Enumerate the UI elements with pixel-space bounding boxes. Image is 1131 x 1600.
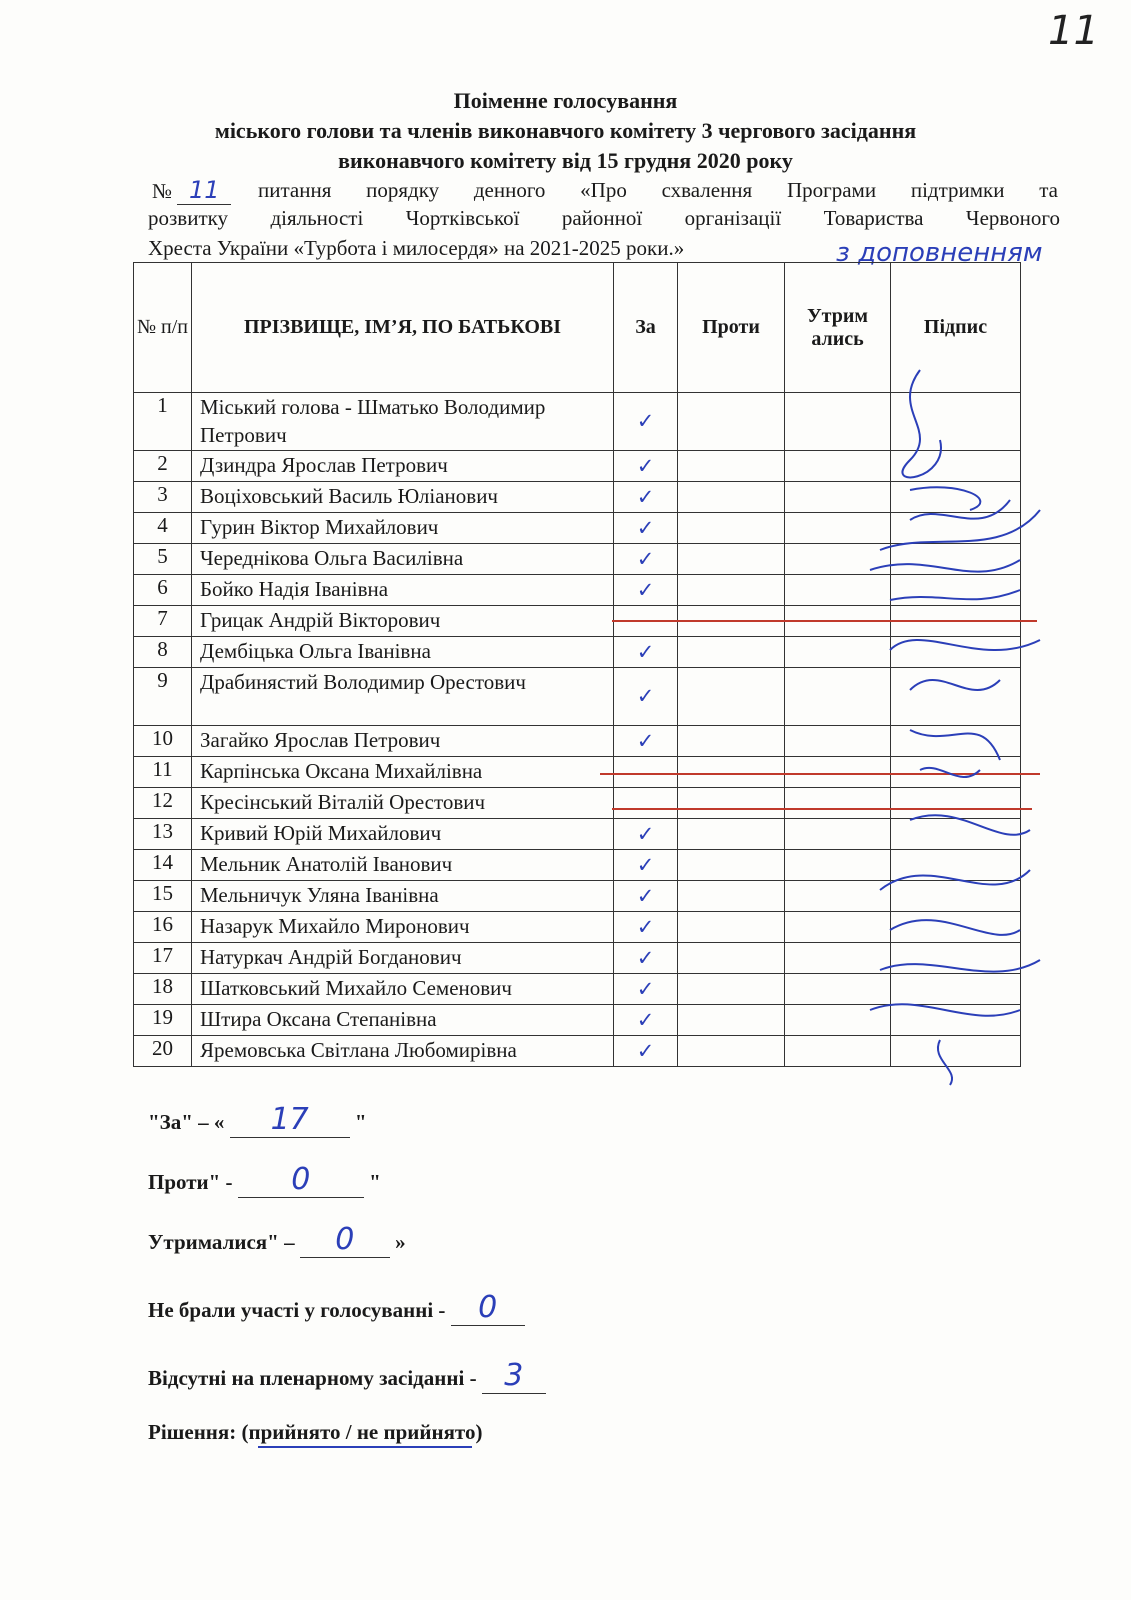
vote-for-cell: ✓ <box>614 881 678 912</box>
summary-absent-label: Відсутні на пленарному засіданні - <box>148 1366 477 1390</box>
vote-for-cell: ✓ <box>614 1036 678 1067</box>
number-prefix: № <box>152 179 173 203</box>
member-name: Гурин Віктор Михайлович <box>192 513 614 544</box>
vote-against-cell <box>678 513 785 544</box>
member-name: Кресінський Віталій Орестович <box>192 788 614 819</box>
title-line-3: виконавчого комітету від 15 грудня 2020 року <box>338 148 793 173</box>
row-number: 2 <box>134 451 192 482</box>
summary-abstained-label: Утрималися" – <box>148 1230 295 1254</box>
header-signature: Підпис <box>891 263 1021 393</box>
member-name: Назарук Михайло Миронович <box>192 912 614 943</box>
question-number-handwritten: 11 <box>177 176 231 205</box>
summary-absent-value: 3 <box>482 1358 546 1394</box>
vote-against-cell <box>678 850 785 881</box>
row-number: 7 <box>134 606 192 637</box>
header-num: № п/п <box>134 263 192 393</box>
question-text-line-1: питання порядку денного «Про схвалення Програми підтримки та <box>258 178 1058 202</box>
page-number-mark: 11 <box>1048 8 1099 54</box>
row-number: 13 <box>134 819 192 850</box>
summary-against-value: 0 <box>238 1162 364 1198</box>
row-number: 5 <box>134 544 192 575</box>
vote-against-cell <box>678 451 785 482</box>
vote-against-cell <box>678 482 785 513</box>
row-number: 19 <box>134 1005 192 1036</box>
row-number: 16 <box>134 912 192 943</box>
member-name: Натуркач Андрій Богданович <box>192 943 614 974</box>
summary-for <box>148 1102 367 1138</box>
vote-against-cell <box>678 393 785 451</box>
row-number: 1 <box>134 393 192 451</box>
summary-absent <box>148 1358 546 1394</box>
vote-against-cell <box>678 1005 785 1036</box>
vote-for-cell: ✓ <box>614 850 678 881</box>
vote-against-cell <box>678 637 785 668</box>
member-name: Штира Оксана Степанівна <box>192 1005 614 1036</box>
member-name: Дембіцька Ольга Іванівна <box>192 637 614 668</box>
vote-for-cell: ✓ <box>614 726 678 757</box>
summary-against <box>148 1162 381 1198</box>
summary-against-end: " <box>369 1170 381 1194</box>
member-name: Драбинястий Володимир Орестович <box>192 668 614 726</box>
vote-against-cell <box>678 881 785 912</box>
vote-for-cell: ✓ <box>614 943 678 974</box>
vote-against-cell <box>678 668 785 726</box>
question-text-line-3: Хреста України «Турбота і милосердя» на 2021-2025 роки.» <box>148 236 685 260</box>
header-abstained: Утрим ались <box>785 263 891 393</box>
vote-for-cell: ✓ <box>614 451 678 482</box>
signatures-graphic <box>850 350 1050 1090</box>
decision-underline <box>258 1446 472 1448</box>
vote-for-cell: ✓ <box>614 819 678 850</box>
row-number: 18 <box>134 974 192 1005</box>
vote-against-cell <box>678 943 785 974</box>
row-number: 11 <box>134 757 192 788</box>
vote-against-cell <box>678 757 785 788</box>
member-name: Мельник Анатолій Іванович <box>192 850 614 881</box>
row-number: 17 <box>134 943 192 974</box>
vote-against-cell <box>678 1036 785 1067</box>
vote-against-cell <box>678 912 785 943</box>
summary-against-label: Проти" - <box>148 1170 233 1194</box>
header-name: ПРІЗВИЩЕ, ІМ’Я, ПО БАТЬКОВІ <box>192 263 614 393</box>
row-number: 8 <box>134 637 192 668</box>
row-number: 3 <box>134 482 192 513</box>
row-number: 15 <box>134 881 192 912</box>
summary-abstained-value: 0 <box>300 1222 390 1258</box>
row-number: 20 <box>134 1036 192 1067</box>
member-name: Міський голова - Шматько Володимир Петрович <box>192 393 614 451</box>
vote-against-cell <box>678 575 785 606</box>
summary-not-voting-label: Не брали участі у голосуванні - <box>148 1298 446 1322</box>
member-name: Карпінська Оксана Михайлівна <box>192 757 614 788</box>
member-name: Яремовська Світлана Любомирівна <box>192 1036 614 1067</box>
vote-against-cell <box>678 544 785 575</box>
member-name: Кривий Юрій Михайлович <box>192 819 614 850</box>
handwritten-note: з доповненням <box>836 238 1043 268</box>
title-line-1: Поіменне голосування <box>453 88 678 113</box>
summary-abstained-end: » <box>395 1230 406 1254</box>
row-number: 10 <box>134 726 192 757</box>
vote-for-cell: ✓ <box>614 482 678 513</box>
summary-not-voting-value: 0 <box>451 1290 525 1326</box>
vote-for-cell: ✓ <box>614 912 678 943</box>
summary-abstained <box>148 1222 406 1258</box>
member-name: Бойко Надія Іванівна <box>192 575 614 606</box>
vote-for-cell <box>614 788 678 819</box>
row-number: 9 <box>134 668 192 726</box>
member-name: Загайко Ярослав Петрович <box>192 726 614 757</box>
member-name: Дзиндра Ярослав Петрович <box>192 451 614 482</box>
summary-for-end: " <box>354 1110 367 1134</box>
member-name: Череднікова Ольга Василівна <box>192 544 614 575</box>
vote-for-cell: ✓ <box>614 544 678 575</box>
row-number: 4 <box>134 513 192 544</box>
summary-not-voting <box>148 1290 525 1326</box>
vote-for-cell: ✓ <box>614 668 678 726</box>
header-for: За <box>614 263 678 393</box>
question-number <box>152 176 231 205</box>
member-name: Шатковський Михайло Семенович <box>192 974 614 1005</box>
vote-for-cell: ✓ <box>614 1005 678 1036</box>
vote-for-cell: ✓ <box>614 575 678 606</box>
vote-against-cell <box>678 788 785 819</box>
row-number: 12 <box>134 788 192 819</box>
vote-for-cell: ✓ <box>614 974 678 1005</box>
question-text-line-2: розвитку діяльності Чортківської районної організації Товариства Червоного <box>148 206 1060 230</box>
vote-for-cell: ✓ <box>614 393 678 451</box>
member-name: Грицак Андрій Вікторович <box>192 606 614 637</box>
member-name: Мельничук Уляна Іванівна <box>192 881 614 912</box>
vote-against-cell <box>678 726 785 757</box>
vote-against-cell <box>678 974 785 1005</box>
vote-for-cell <box>614 757 678 788</box>
header-against: Проти <box>678 263 785 393</box>
vote-against-cell <box>678 819 785 850</box>
summary-for-label: "За" – « <box>148 1110 225 1134</box>
vote-for-cell: ✓ <box>614 513 678 544</box>
row-number: 6 <box>134 575 192 606</box>
summary-for-value: 17 <box>230 1102 350 1138</box>
row-number: 14 <box>134 850 192 881</box>
member-name: Воціховський Василь Юліанович <box>192 482 614 513</box>
vote-for-cell: ✓ <box>614 637 678 668</box>
title-line-2: міського голови та членів виконавчого комітету 3 чергового засідання <box>214 118 917 143</box>
decision: Рішення: (прийнято / не прийнято) <box>148 1420 483 1444</box>
